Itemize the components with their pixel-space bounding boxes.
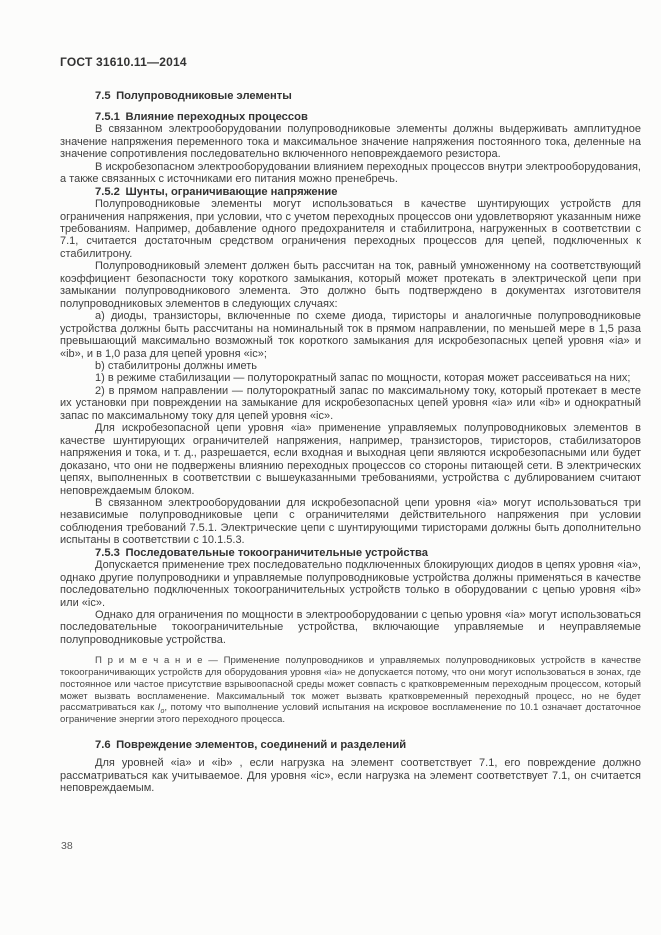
section-7-6-heading: 7.6 Повреждение элементов, соединений и разделений bbox=[95, 738, 407, 751]
list-item-a: a) диоды, транзисторы, включенные по схеме диода, тиристоры и аналогичные полупроводниковые устройства должны быть рассчитаны на номинальный ток в прямом направлении, по меньшей мере в 1,5 раза превышающий максимально возможный ток короткого замыкания для искробезопасных цепей уровня «ia» и «ib», и в 1,0 раза для цепей уровня «ic»; bbox=[60, 310, 641, 360]
list-item-b1: 1) в режиме стабилизации — полуторократный запас по мощности, которая может рассеиваться на них; bbox=[95, 372, 631, 385]
paragraph-7-5-2-2: Полупроводниковый элемент должен быть рассчитан на ток, равный умноженному на соответствующий коэффициент безопасности току короткого замыкания, который может протекать в электрической цепи при замыкании полупроводникового элемента. Это должно быть подтверждено в документах изготовителя полупроводниковых элементов в следующих случаях: bbox=[60, 260, 641, 310]
paragraph-7-5-3-1: Допускается применение трех последовательно подключенных блокирующих диодов в цепях уровня «ia», однако другие полупроводники и управляемые полупроводниковые устройства должны применяться в качестве последовательно подключенных токоограничительных устройств только в оборудовании с цепью уровня «ib» или «ic». bbox=[60, 559, 641, 609]
io-letter: I bbox=[157, 702, 161, 714]
io-subscript: о bbox=[160, 708, 165, 716]
paragraph-7-5-3-2: Однако для ограничения по мощности в электрооборудовании с цепью уровня «ia» могут использоваться последовательные токоограничительные устройства, включающие управляемые и неуправляемые полупроводниковые устройства. bbox=[60, 609, 641, 646]
section-7-5-3-heading: 7.5.3 Последовательные токоограничительные устройства bbox=[95, 546, 428, 559]
paragraph-7-5-1-2: В искробезопасном электрооборудовании влиянием переходных процессов внутри электрооборудования, а также связанных с источниками его питания можно пренебречь. bbox=[60, 160, 641, 186]
section-7-5-1-heading: 7.5.1 Влияние переходных процессов bbox=[95, 110, 308, 123]
note-label: П р и м е ч а н и е bbox=[95, 655, 203, 667]
page-content bbox=[60, 0, 641, 795]
paragraph-7-5-2-4: В связанном электрооборудовании для искробезопасной цепи уровня «ia» могут использоваться три независимые полупроводниковые цепи с ограничителями действительного напряжения при условии соблюдения требований 7.5.1. Электрические цепи с шунтирующими тиристорами должны быть дополнительно испытаны в соответствии с 10.1.5.3. bbox=[60, 496, 641, 547]
note-paragraph bbox=[60, 655, 641, 726]
standard-number: ГОСТ 31610.11—2014 bbox=[60, 55, 187, 69]
paragraph-7-6-1: Для уровней «ia» и «ib» , если нагрузка на элемент соответствует 7.1, его повреждение должно рассматриваться как учитываемое. Для уровня «ic», если нагрузка на элемент соответствует 7.1, он считается неповреждаемым. bbox=[60, 757, 641, 795]
paragraph-7-5-1-1: В связанном электрооборудовании полупроводниковые элементы должны выдерживать амплитудное значение напряжения переменного тока и максимальное значение напряжения постоянного тока, деленные на значение сопротивления последовательно включенного неповреждаемого резистора. bbox=[60, 123, 641, 161]
list-item-b2: 2) в прямом направлении — полуторократный запас по максимальному току, который протекает в месте их установки при повреждении на замыкание для искробезопасных цепей уровня «ia» или «ib» и однократный запас по максимальному току для цепей уровня «ic». bbox=[60, 384, 641, 422]
list-item-b: b) стабилитроны должны иметь bbox=[95, 359, 258, 372]
paragraph-7-5-2-3: Для искробезопасной цепи уровня «ia» применение управляемых полупроводниковых элементов в качестве шунтирующих ограничителей напряжения, например, транзисторов, тиристоров, стабилизаторов напряжения и тока, и т. д., разрешается, если входная и выходная цепи являются искробезопасными или будет доказано, что они не подвержены влиянию переходных процессов со стороны питающей сети. В электрических цепях, выполненных в соответствии с вышеуказанными требованиями, устройства с дублированием считают неповреждаемым блоком. bbox=[60, 422, 641, 497]
note-text-before: — Применение полупроводников и управляемых полупроводниковых устройств в качестве токоограничивающих устройств для оборудования уровня «ia» не допускается потому, что они могут использоваться в зонах, где постоянное или частое присутствие взрывоопасной среды может совпасть с кратковременным переходным процессом, который может вызвать воспламенение. Максимальный ток может вызвать кратковременный переходный процесс, но не будет рассматриваться как bbox=[60, 655, 641, 714]
page-number: 38 bbox=[61, 840, 73, 852]
section-7-5-heading: 7.5 Полупроводниковые элементы bbox=[95, 90, 292, 103]
section-7-5-2-heading: 7.5.2 Шунты, ограничивающие напряжение bbox=[95, 185, 338, 198]
note-text-after: , потому что выполнение условий испытания на искровое воспламенение по 10.1 означает достаточное ограничение энергии этого переходного процесса. bbox=[60, 702, 641, 726]
paragraph-7-5-2-1: Полупроводниковые элементы могут использоваться в качестве шунтирующих устройств для ограничения напряжения, при условии, что с учетом переходных процессов они удовлетворяют указанным ниже требованиям. Например, добавление одного предохранителя и стабилитрона, нагруженных в соответствии с 7.1, считается достаточным средством ограничения переходных процессов для цепей, подключенных к стабилитрону. bbox=[60, 198, 641, 260]
